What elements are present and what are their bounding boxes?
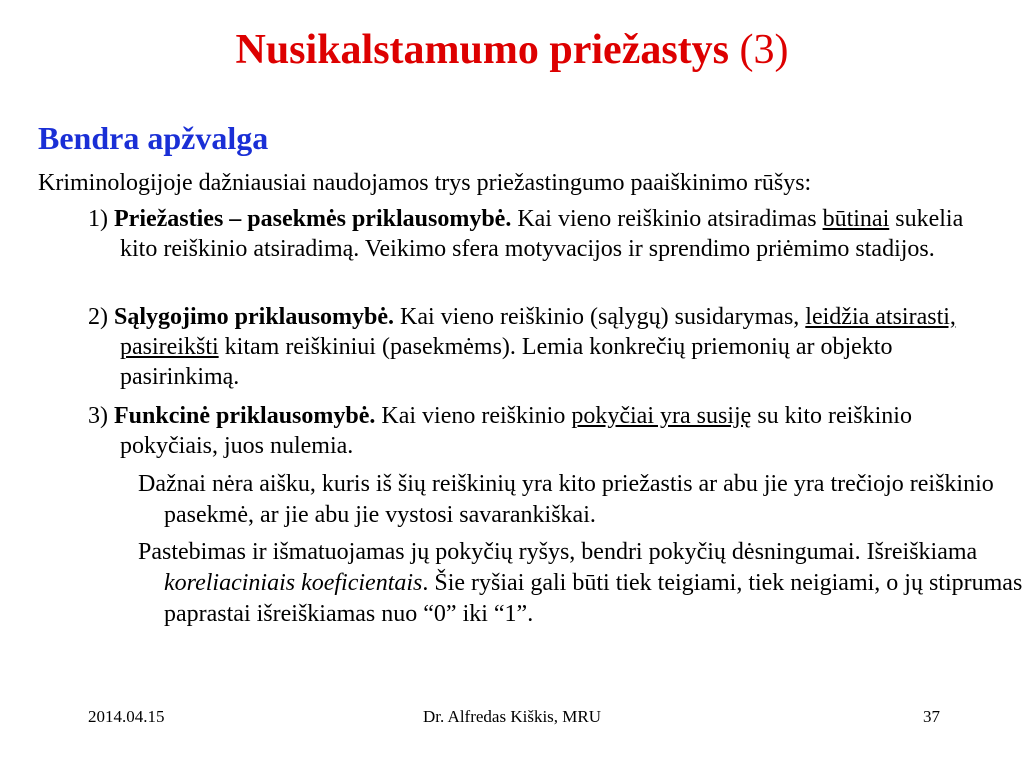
item-number: 3) [88, 403, 108, 429]
footer-author: Dr. Alfredas Kiškis, MRU [422, 707, 602, 726]
item-text: Kai vieno reiškinio atsiradimas [517, 206, 817, 232]
item-number: 2) [88, 304, 108, 330]
item-emphasis: leidžia atsirasti, pasireikšti [120, 304, 956, 360]
page-number: 37 [923, 707, 940, 726]
item-emphasis: pokyčiai yra susiję [571, 403, 752, 429]
note-paragraph [138, 537, 1024, 630]
item-text: Kai vieno reiškinio (sąlygų) susidarymas, [400, 304, 800, 330]
note-text: . Šie ryšiai gali būti tiek teigiami, tiek neigiami, o jų stiprumas paprastai išreiškiamas nuo “0” iki “1”. [164, 570, 1023, 627]
item-text: kitam reiškiniui (pasekmėms). Lemia konkrečių priemonių ar objekto pasirinkimą. [120, 334, 893, 390]
item-number: 1) [88, 206, 108, 232]
item-emphasis: būtinai [822, 206, 890, 232]
slide-title-main: Nusikalstamumo priežastys [235, 27, 730, 73]
slide-title [0, 24, 1024, 76]
item-term: Priežasties – pasekmės priklausomybė. [114, 206, 512, 232]
footer-date: 2014.04.15 [88, 707, 165, 726]
item-text: su kito reiškinio pokyčiais, juos nulemia. [120, 403, 912, 459]
note-paragraph: Dažnai nėra aišku, kuris iš šių reiškinių yra kito priežastis ar abu jie yra trečiojo reiškinio pasekmė, ar jie abu jie vystosi savarankiškai. [138, 471, 994, 528]
item-term: Sąlygojimo priklausomybė. [114, 304, 395, 330]
item-text: sukelia kito reiškinio atsiradimą. Veikimo sfera motyvacijos ir sprendimo priėmimo stadijos. [120, 206, 964, 262]
item-term: Funkcinė priklausomybė. [114, 403, 376, 429]
section-heading: Bendra apžvalga [38, 120, 269, 156]
note-text: Pastebimas ir išmatuojamas jų pokyčių ryšys, bendri pokyčių dėsningumai. Išreiškiama [138, 539, 978, 565]
list-item [88, 302, 1000, 392]
list-item [88, 204, 1000, 264]
list-item [88, 401, 1000, 461]
intro-text: Kriminologijoje dažniausiai naudojamos trys priežastingumo paaiškinimo rūšys: [38, 170, 812, 196]
note-emphasis: koreliaciniais koeficientais [164, 570, 423, 596]
item-text: Kai vieno reiškinio [381, 403, 566, 429]
slide-title-suffix: (3) [739, 27, 789, 73]
